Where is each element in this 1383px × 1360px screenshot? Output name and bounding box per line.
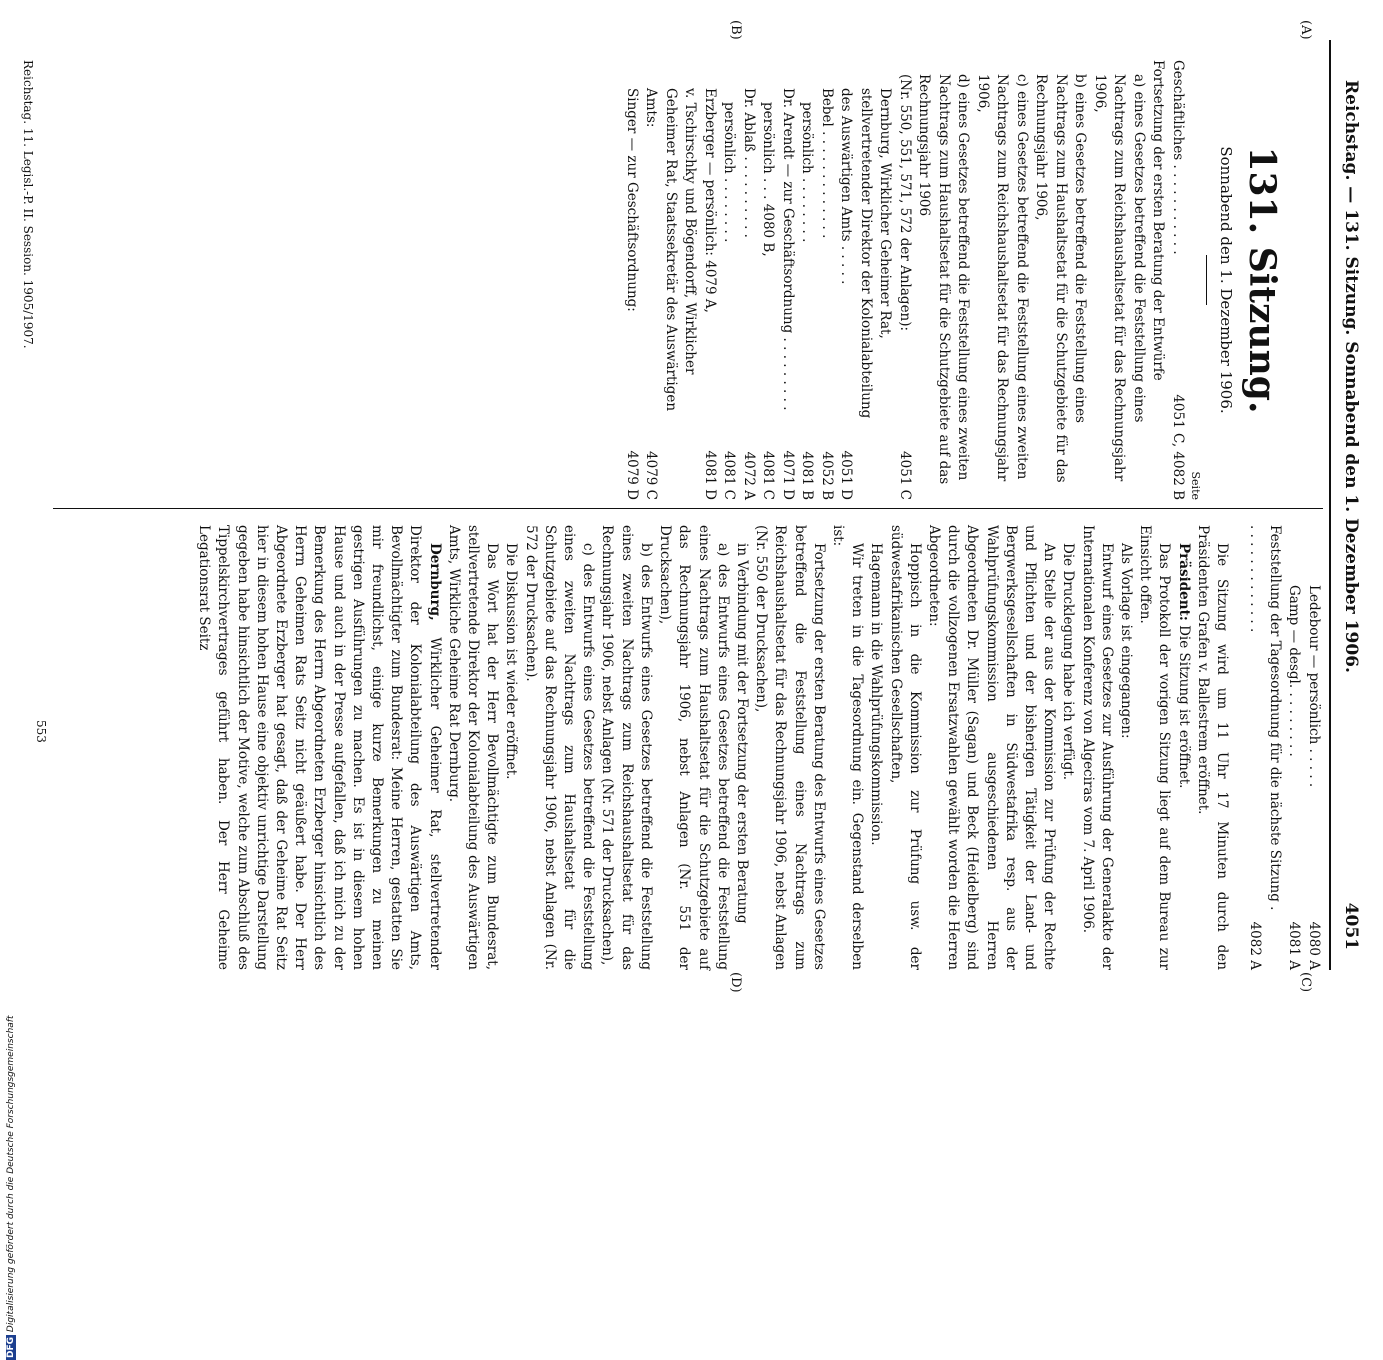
paragraph-text: Wir treten in die Tagesordnung ein. Gegenstand derselben ist: (829, 525, 866, 970)
toc-entry-text: Feststellung der Tagesordnung für die nächste Sitzung . . . . . . . . . . . . . . (1247, 525, 1283, 911)
toc-entry-page: 4072 A (741, 451, 757, 500)
toc-entry-page: 4052 B (819, 451, 835, 500)
toc-entry-text: Erzberger — persönlich: 4079 A, (702, 88, 718, 313)
toc-entry-text: d) eines Gesetzes betreffend die Feststellung eines zweiten Nachtrags zum Haushaltsetat für die Schutzgebiete auf das Rechnungsjahr 1906 (916, 74, 972, 485)
short-rule (1206, 255, 1207, 305)
margin-marker-b: (B) (728, 20, 743, 40)
toc-entry-text: Singer — zur Geschäftsordnung: (624, 88, 640, 312)
toc-entry (758, 60, 778, 500)
toc-entry (641, 60, 700, 500)
toc-entry (1304, 525, 1324, 970)
toc-entry (778, 60, 798, 500)
toc-entry-text: Bebel . . . . . . . . . . . . . (819, 88, 835, 239)
toc-entry-page: 4082 A (1247, 921, 1264, 970)
paragraph-text: Die Sitzung wird um 11 Uhr 17 Minuten durch den Präsidenten Grafen v. Ballestrem eröffnet. (1194, 525, 1230, 970)
toc-entry-text: Geschäftliches . . . . . . . . . . . (1170, 60, 1186, 255)
toc-entry-page: 4071 D (780, 450, 796, 500)
right-column (53, 525, 1323, 970)
toc-entry-text: (Nr. 550, 551, 571, 572 der Anlagen): (897, 74, 913, 332)
paragraph-text: Als Vorlage ist eingegangen: (1117, 543, 1134, 739)
running-title: Reichstag. — 131. Sitzung. Sonnabend den 1. Dezember 1906. (1341, 80, 1361, 673)
paragraph-text: Die Diskussion ist wieder eröffnet. (503, 543, 520, 780)
paragraph-text: a) des Entwurfs eines Gesetzes betreffend die Feststellung eines Nachtrags zum Haushaltsetat für die Schutzgebiete auf das Rechnungsjahr 1906, nebst Anlagen (Nr. 551 der Drucksachen), (657, 525, 731, 970)
paragraph (1193, 525, 1231, 970)
seite-label: Seite (1189, 471, 1202, 500)
toc-entry-page: 4081 C (760, 451, 777, 500)
toc-entry-text: c) eines Gesetzes betreffend die Feststellung eines zweiten Nachtrags zum Reichshaushaltsetat für das Rechnungsjahr 1906, (975, 74, 1030, 482)
toc-entry-text: Dr. Arendt — zur Geschäftsordnung . . . . . . . . . (780, 88, 796, 411)
toc-entry (1148, 60, 1168, 500)
paragraph (520, 525, 597, 970)
toc-entry (1245, 525, 1284, 970)
paragraph (1135, 525, 1173, 970)
margin-marker-c: (C) (1298, 972, 1313, 993)
paragraph-text: Fortsetzung der ersten Beratung des Entwurfs eines Gesetzes betreffend die Feststellung eines Nachtrags zum Reichshaushaltsetat für das Rechnungsjahr 1906, nebst Anlagen (Nr. 550 der Drucksachen), (753, 525, 827, 970)
paragraph (194, 525, 444, 970)
paragraph-text: Hagemann in die Wahlprüfungskommission. (868, 543, 885, 846)
paragraph (1173, 525, 1192, 970)
speaker-name: Präsident: (1175, 543, 1192, 621)
paragraph (501, 525, 520, 970)
footer-note: Reichstag. 11. Legisl.-P. II. Session. 1905/1907. (21, 60, 35, 349)
paragraph-text: c) des Entwurfs eines Gesetzes betreffend die Feststellung eines zweiten Nachtrags zum Haushaltsetat für die Schutzgebiete auf das Rechnungsjahr 1906, nebst Anlagen (Nr. 572 der Drucksachen). (522, 525, 597, 970)
paragraph-text: Das Protokoll der vorigen Sitzung liegt auf dem Bureau zur Einsicht offen. (1137, 525, 1173, 970)
paragraph-text: Entwurf eines Gesetzes zur Ausführung der Generalakte der Internationalen Konferenz von Algeciras vom 7. April 1906. (1079, 525, 1115, 970)
table-of-contents (622, 60, 1188, 500)
toc-entry (622, 60, 642, 500)
paragraph-text: An Stelle der aus der Kommission zur Prüfung der Rechte und Pflichten und der bisherigen Tätigkeit der Land- und Bergwerksgesellschaften in Südwestafrika resp. aus der Wahlprüfungskommission ausgeschiedenen Herren Abgeordneten Dr. Müller (Sagan) und Beck (Heidelberg) sind durch die vollzogenen Ersatzwahlen gewählt worden die Herren Abgeordneten: (925, 525, 1058, 970)
paragraph-text: Die Drucklegung habe ich verfügt. (1060, 543, 1077, 781)
footer-page-number: 553 (34, 720, 48, 743)
toc-entry-page: 4051 D (838, 450, 855, 500)
margin-marker-d: (D) (728, 972, 743, 993)
toc-entry-page: 4051 C (897, 451, 913, 500)
toc-entry-page: 4081 D (702, 450, 718, 500)
toc-entry-page: 4081 C (721, 451, 738, 500)
paragraph-text: in Verbindung mit der Fortsetzung der ersten Beratung (733, 543, 750, 924)
toc-entry-text: persönlich . . . 4080 B, (760, 102, 777, 257)
side-credit-text: Digitalisierung gefördert durch die Deutsche Forschungsgemeinschaft (6, 1015, 16, 1333)
toc-entry (797, 60, 817, 500)
toc-entry-text: a) eines Gesetzes betreffend die Feststellung eines Nachtrags zum Reichshaushaltsetat für das Rechnungsjahr 1906, (1092, 74, 1147, 482)
speaker-name: Dernburg, (426, 543, 443, 621)
margin-marker-a: (A) (1298, 20, 1313, 40)
paragraph-text: Das Wort hat der Herr Bevollmächtigte zum Bundesrat, stellvertretende Direktor der Kolonialabteilung des Auswärtigen Amts, Wirkliche Geheime Rat Dernburg. (445, 525, 501, 970)
paragraph (1058, 525, 1077, 970)
proceedings-text (194, 525, 1231, 970)
toc-entry (739, 60, 759, 500)
paragraph (924, 525, 1058, 970)
toc-entry-text: Dr. Ablaß . . . . . . . . . . (741, 88, 757, 238)
paragraph (732, 525, 751, 970)
toc-entry (700, 60, 720, 500)
paragraph (444, 525, 502, 970)
running-header (1337, 40, 1361, 970)
toc-entry-text: v. Tschirschky und Bögendorff, Wirklicher Geheimer Rat, Staatssekretär des Auswärtigen Amts: (643, 88, 699, 412)
paragraph (655, 525, 732, 970)
toc-entry-page: 4081 B (799, 451, 816, 500)
paragraph (751, 525, 828, 970)
paragraph (1116, 525, 1135, 970)
toc-entry (973, 60, 1032, 500)
side-credit (0, 600, 20, 1360)
toc-entry (895, 60, 915, 500)
toc-entry-text: b) eines Gesetzes betreffend die Feststellung eines Nachtrags zum Haushaltsetat für die Schutzgebiete für das Rechnungsjahr 1906, (1033, 74, 1089, 483)
toc-entry-text: persönlich . . . . . . . . (721, 102, 738, 243)
toc-entry (1090, 60, 1149, 500)
toc-entry-page: 4051 C, 4082 B (1170, 394, 1186, 500)
toc-entry-page: 4081 A (1286, 921, 1303, 970)
toc-entry (817, 60, 837, 500)
toc-entry (836, 60, 895, 500)
paragraph-text: Hoppisch in die Kommission zur Prüfung usw. der südwestafrikanischen Gesellschaften, (887, 525, 923, 970)
toc-entry-text: persönlich . . . . . . . . (799, 102, 816, 243)
toc-continuation (1245, 525, 1323, 970)
toc-entry-text: Gamp — desgl. . . . . . . . . (1286, 585, 1303, 757)
session-title: 131. Sitzung. (1241, 146, 1283, 414)
toc-entry (719, 60, 739, 500)
paragraph (1077, 525, 1115, 970)
paragraph-text: Wirklicher Geheimer Rat, stellvertretender Direktor der Kolonialabteilung des Auswärtigen Amts, Bevollmächtigter zum Bundesrat: Meine Herren, gestatten Sie mir freundlichst, einige kurze Bemerkungen zu meinen gestrigen Ausführungen zu machen. Es ist in diesem hohen Hause und auch in der Presse aufgefallen, daß ich mich zu der Bemerkung des Herrn Abgeordneten Erzberger hinsichtlich des Herrn Geheimen Rats Seitz nicht geäußert habe. Der Herr Abgeordnete Erzberger hat gesagt, daß der Geheime Rat Seitz hier in diesem hohen Hause eine objektiv unrichtige Darstellung gegeben habe hinsichtlich der Motive, welche zum Abschluß des Tippelskirchvertrages geführt haben. Der Herr Geheime Legationsrat Seitz (196, 525, 443, 970)
paragraph-text: b) des Entwurfs eines Gesetzes betreffend die Feststellung eines zweiten Nachtrags zum Reichshaushaltsetat für das Rechnungsjahr 1906, nebst Anlagen (Nr. 571 der Drucksachen), (599, 525, 654, 970)
dfg-logo: DFG (6, 1336, 16, 1358)
paragraph-text: Die Sitzung ist eröffnet. (1175, 620, 1192, 789)
toc-entry-text: Dernburg, Wirklicher Geheimer Rat, stellvertretender Direktor der Kolonialabteilung des Auswärtigen Amts . . . . . (838, 88, 894, 419)
toc-entry-text: Fortsetzung der ersten Beratung der Entwürfe (1150, 60, 1167, 381)
toc-entry-text: Ledebour — persönlich . . . . . (1306, 585, 1322, 788)
session-date: Sonnabend den 1. Dezember 1906. (1217, 146, 1235, 414)
toc-entry (1284, 525, 1304, 970)
paragraph (885, 525, 923, 970)
toc-entry (1031, 60, 1090, 500)
paragraph (828, 525, 866, 970)
page-number: 4051 (1341, 902, 1361, 950)
toc-entry-page: 4079 D (624, 450, 640, 500)
header-rule (1329, 40, 1331, 970)
toc-entry (1168, 60, 1188, 500)
paragraph (866, 525, 885, 970)
paragraph (597, 525, 655, 970)
toc-entry-page: 4079 C (643, 451, 660, 500)
column-divider (53, 508, 1323, 509)
left-column (21, 60, 1313, 500)
toc-entry-page: 4080 A (1306, 921, 1322, 970)
toc-entry (914, 60, 973, 500)
